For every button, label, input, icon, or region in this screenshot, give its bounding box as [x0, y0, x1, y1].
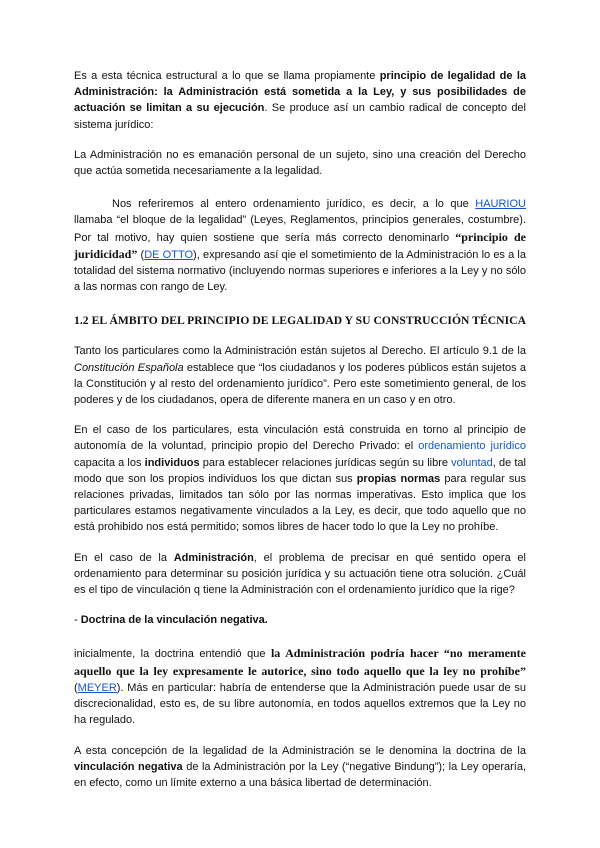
bold-run: Administración — [173, 551, 254, 564]
text-run: para establecer relaciones jurídicas según su libre — [199, 456, 452, 469]
link-meyer[interactable]: MEYER — [77, 681, 117, 694]
text-run: ), expresando así qie el sometimiento de la Administración lo es a la totalidad del sistema normativo (incluyendo normas superiores e inferiores a la Ley y no sólo a las normas con rango de Ley. — [74, 248, 526, 294]
text-run: , el problema de precisar en qué sentido opera el ordenamiento para determinar su posición jurídica y su actuación tiene otra solución. ¿Cuál es el tipo de vinculación q tiene la Administración con el ordenamiento jurídico que la rige? — [74, 551, 526, 597]
text-run: Nos referiremos al entero ordenamiento jurídico, es decir, a lo que — [112, 198, 476, 211]
paragraph-administracion — [74, 550, 526, 599]
text-run: . Se produce así un cambio radical de concepto del sistema jurídico: — [74, 102, 526, 131]
text-run: establece que “los ciudadanos y los poderes públicos están sujetos a la Constitución y al resto del ordenamiento jurídico”. Pero este sometimiento general, de los poderes y de los ciudadanos, opera de diferente manera en un caso y en otro. — [74, 361, 526, 407]
text-run: llamaba “el bloque de la legalidad” (Leyes, Reglamentos, principios generales, costumbre). Por tal motivo, hay quien sostiene que sería más correcto denominarlo — [74, 214, 526, 244]
paragraph-meyer — [74, 645, 526, 728]
link-hauriou[interactable]: HAURIOU — [475, 198, 526, 211]
text-run: para regular sus relaciones privadas, limitados tan sólo por las normas imperativas. Esto implica que los particulares estamos negativamente vinculados a la Ley, es decir, que todo aquello que no está prohibido nos está permitido; somos libres de hacer todo lo que la Ley no prohíbe. — [74, 472, 526, 534]
section-heading: 1.2 EL ÁMBITO DEL PRINCIPIO DE LEGALIDAD Y SU CONSTRUCCIÓN TÉCNICA — [74, 314, 526, 328]
bold-run: la Administración podría hacer “no meramente aquello que la ley expresamente le autorice, sino todo aquello que la ley no prohíbe” — [74, 646, 526, 678]
link-voluntad[interactable]: voluntad — [451, 456, 493, 469]
italic-run: Constitución Española — [74, 361, 184, 374]
text-run: A esta concepción de la legalidad de la Administración se le denomina la doctrina de la — [74, 744, 526, 757]
link-ordenamiento-juridico[interactable]: ordenamiento jurídico — [418, 440, 526, 453]
text-run: inicialmente, la doctrina entendió que — [74, 648, 271, 661]
paragraph-legality-principle — [74, 68, 526, 133]
text-run: La Administración no es emanación personal de un sujeto, sino una creación del Derecho que actúa sometida necesariamente a la legalidad. — [74, 148, 526, 178]
bold-run: propias normas — [356, 472, 441, 485]
bold-run: vinculación negativa — [74, 760, 183, 773]
text-run: de la Administración por la Ley (“negative Bindung”); la Ley operaría, en efecto, como un límite externo a una básica libertad de determinación. — [74, 760, 527, 789]
bold-run: “principio de juridicidad” — [74, 229, 526, 261]
paragraph-particulares — [74, 422, 526, 535]
bold-run: Doctrina de la vinculación negativa. — [80, 614, 268, 627]
text-run: ( — [137, 248, 145, 261]
paragraph-subjection-to-law — [74, 343, 526, 408]
text-run: En el caso de la — [74, 551, 174, 564]
text-run: Tanto los particulares como la Administración están sujetos al Derecho. El artículo 9.1 de la — [74, 345, 526, 358]
text-run: capacita a los — [74, 456, 145, 469]
text-run: , de tal modo que son los propios individuos los que dictan sus — [74, 456, 526, 485]
text-run: ). Más en particular: habría de entenderse que la Administración puede usar de su discrecionalidad, esto es, de su libre autonomía, en todos aquellos extremos que la Ley no ha regulado. — [74, 681, 526, 727]
paragraph-juridicidad — [74, 196, 526, 295]
link-de-otto[interactable]: DE OTTO — [144, 248, 194, 261]
bold-run: individuos — [144, 456, 200, 469]
text-run: - — [74, 614, 81, 627]
bold-run: principio de legalidad de la Administración: la Administración está sometida a la Ley, y sus posibilidades de actuación se limitan a su ejecución — [74, 70, 527, 115]
paragraph-negative-bindung — [74, 743, 526, 792]
paragraph-negative-doctrine-title — [74, 612, 526, 628]
text-run: En el caso de los particulares, esta vinculación está construida en torno al principio de autonomía de la voluntad, principio propio del Derecho Privado: el — [74, 424, 526, 453]
text-run: Es a esta técnica estructural a lo que se llama propiamente — [74, 70, 380, 82]
paragraph-administration-creation — [74, 147, 526, 179]
text-run: ( — [74, 681, 78, 694]
